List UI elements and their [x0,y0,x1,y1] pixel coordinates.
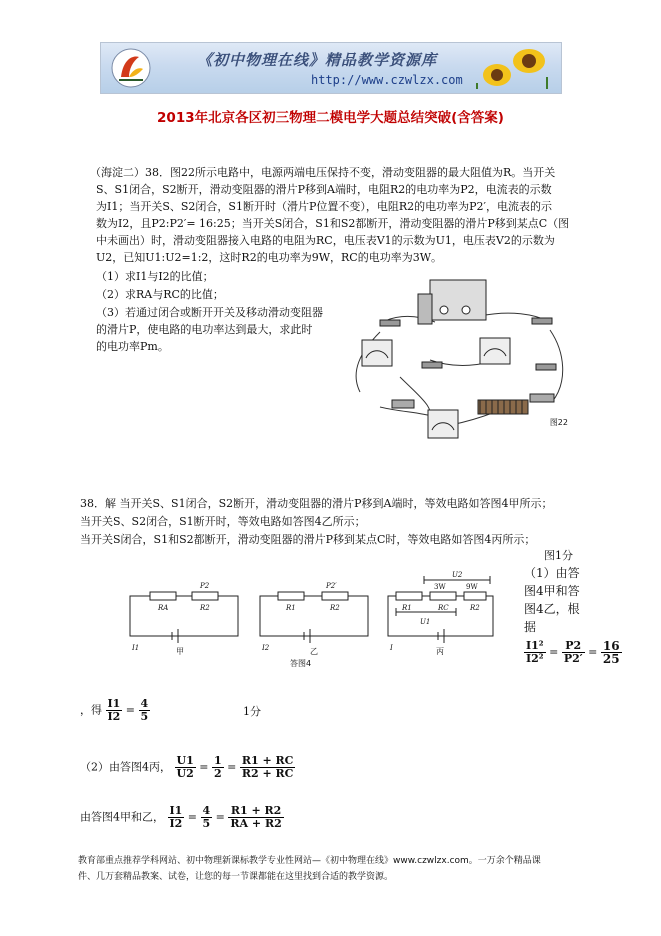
label-p2-prime: P2′ [326,582,337,590]
eq-b-d: I2 [107,710,121,723]
eq-d-n3: R1 + R2 [228,805,283,818]
label-r1-bing: R1 [402,604,412,612]
label-bing: 丙 [436,647,444,656]
label-9w: 9W [466,583,478,591]
ammeter-icon [362,340,392,366]
eq-b-n: I1 [107,697,121,710]
solution-line-2: 当开关S、S2闭合，S1断开时，等效电路如答图4乙所示； [80,515,366,528]
page-footer [78,853,598,885]
part-3-text: 由答图4甲和乙， [80,810,164,824]
power-supply-icon [418,280,486,324]
eq-a-n1: I1² [526,639,544,652]
eq-c-n2: 1 [213,754,222,767]
apparatus-figure [340,272,570,444]
eq-a-d3: 25 [602,652,620,666]
eq-d-d1: I2 [169,817,183,830]
label-rc: RC [438,604,449,612]
voltmeter-v1-icon [480,338,510,364]
label-i2: I2 [262,644,270,652]
question-1: （1）求I1与I2的比值； [96,270,214,283]
label-r2-yi: R2 [330,604,340,612]
question-3a: （3）若通过闭合或断开开关及移动滑动变阻器 [96,306,323,319]
question-2: （2）求RA与RC的比值； [96,288,224,301]
eq-c-d1: U2 [176,767,194,780]
eq-c-n1: U1 [176,754,194,767]
side-text-2: 图4甲和答 [524,584,580,598]
figure-22-label: 图22 [549,418,568,427]
label-r1-yi: R1 [286,604,296,612]
footer-line-2: 件、几万套精品教案、试卷，让您的每一节课都能在这里找到合适的教学资源。 [78,872,394,882]
equivalent-circuits [118,566,518,670]
eq-a-n2: P2 [562,640,585,653]
part-2-line: （2）由答图4丙， $\frac{U1}{U2}$ = $\frac{1}{2}$ = $\frac{R1 + RC}{R2 + RC}$ [80,754,294,780]
label-r2-jia: R2 [200,604,210,612]
label-ra: RA [158,604,169,612]
eq-a-n3: 16 [602,639,620,653]
eq-a-d1: I2² [526,652,544,665]
part-2-text: （2）由答图4丙， [80,760,171,774]
eq-c-n3: R1 + RC [241,754,294,767]
label-yi: 乙 [310,647,318,656]
question-3b: 的滑片P，使电路的电功率达到最大，求此时 [96,323,313,336]
label-i1: I1 [132,644,140,652]
eq-b-n2: 4 [140,697,149,710]
sunflower-icon [467,47,557,89]
problem-line-1: （海淀二）38．图22所示电路中，电源两端电压保持不变，滑动变阻器的最大阻值为R。当开关 [90,166,556,179]
label-3w: 3W [434,583,446,591]
label-u2: U2 [452,571,463,579]
solution-line-3: 当开关S闭合，S1和S2都断开，滑动变阻器的滑片P移到某点C时，等效电路如答图4丙所示； [80,533,536,546]
eq-c-d3: R2 + RC [241,767,294,780]
switch-icons [380,318,556,370]
side-text-4: 据 [524,620,537,634]
score-1: 1分 [243,705,261,718]
solution-line-1: 38．解 当开关S、S1闭合，S2断开，滑动变阻器的滑片P移到A端时，等效电路如答图4甲所示； [80,497,553,510]
label-i: I [390,644,393,652]
problem-line-2: S、S1闭合，S2断开，滑动变阻器的滑片P移到A端时，电阻R2的电功率为P2，电流表的示数 [96,183,552,196]
eq-c-d2: 2 [213,767,222,780]
label-p2: P2 [200,582,210,590]
label-r2-bing: R2 [470,604,480,612]
resistor-icons [392,394,554,408]
footer-line-1: 教育部重点推荐学科网站、初中物理新课标教学专业性网站—《初中物理在线》www.czwlzx.com。一万余个精品课 [78,856,541,866]
eq-a-d2: P2′ [563,652,583,665]
rheostat-icon [478,400,528,414]
banner-url[interactable]: http://www.czwlzx.com [311,73,463,87]
eq-b-d2: 5 [140,710,149,723]
current-ratio-line: ，得 $\frac{I1}{I2}$ = $\frac{4}{5}$ [80,697,149,723]
label-jia: 甲 [176,647,184,656]
side-text-3: 图4乙，根 [524,602,580,616]
problem-line-6: U2，已知U1:U2=1:2，这时R2的电功率为9W，RC的电功率为3W。 [96,251,443,264]
site-logo-icon [109,47,153,89]
equation-power-ratio: $\frac{\text{I1²}}{\text{I2²}}$ = $\frac{P2}{P2'}$ = $\frac{16}{25}$ [526,639,620,666]
problem-line-4: 数为I2，且P2:P2′= 16:25；当开关S闭合，S1和S2都断开，滑动变阻器的滑片P移到某点C（图 [96,217,570,230]
score-figure: 图1分 [544,549,573,562]
problem-line-5: 中未画出）时，滑动变阻器接入电路的电阻为RC，电压表V1的示数为U1，电压表V2的示数为 [96,234,555,247]
part-3-line: 由答图4甲和乙， $\frac{I1}{I2}$ = $\frac{4}{5}$ = $\frac{R1 + R2}{RA + R2}$ [80,804,282,830]
label-u1: U1 [420,618,431,626]
eq-d-n2: 4 [202,804,211,817]
question-3c: 的电功率Pm。 [96,340,169,353]
page-title: 2013年北京各区初三物理二模电学大题总结突破(含答案) [157,110,504,126]
eq-d-n1: I1 [169,804,183,817]
voltmeter-v2-icon [428,410,458,438]
side-text-1: （1）由答 [524,566,580,580]
text-de: ，得 [80,703,102,717]
eq-d-d2: 5 [202,817,211,830]
answer-figure-4-caption: 答图4 [290,659,312,668]
problem-line-3: 为I1；当开关S、S2闭合，S1断开时（滑片P位置不变），电阻R2的电功率为P2′，电流表的示 [96,200,553,213]
site-banner [100,42,562,94]
banner-title: 《初中物理在线》精品教学资源库 [197,51,438,69]
eq-d-d3: RA + R2 [230,817,282,830]
